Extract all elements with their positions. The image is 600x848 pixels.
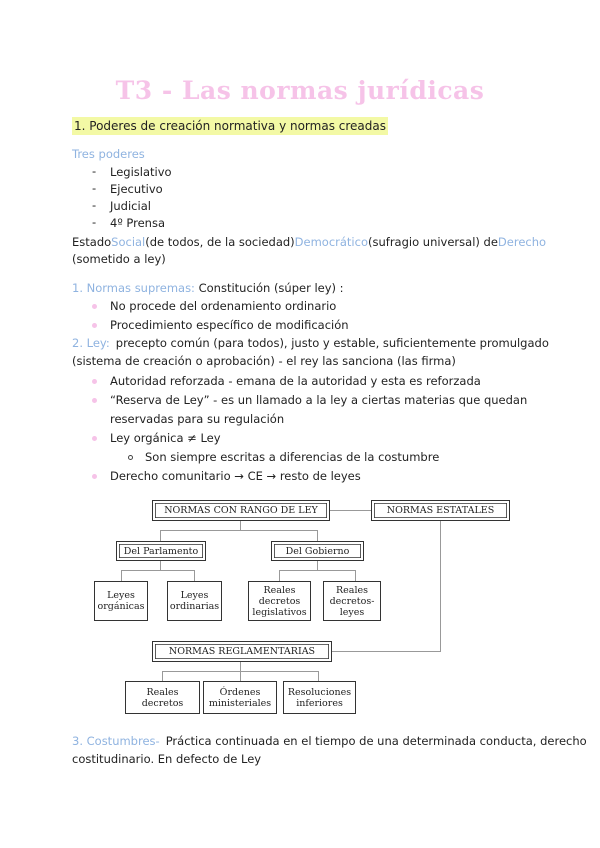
ley-line-2: (sistema de creación o aprobación) - el rey las sanciona (las firma)	[72, 354, 456, 368]
box-gobierno: Del Gobierno	[271, 541, 364, 561]
page-title: T3 - Las normas jurídicas	[115, 76, 485, 105]
connector-line	[194, 570, 195, 581]
connector-line	[240, 671, 241, 681]
connector-line	[279, 570, 355, 571]
connector-line	[160, 530, 161, 541]
costumbres-line-2: costitudinario. En defecto de Ley	[72, 752, 262, 766]
list-item: Procedimiento específico de modificación	[110, 318, 349, 332]
box-normas-reglamentarias: NORMAS REGLAMENTARIAS	[152, 641, 332, 662]
list-item: Ley orgánica ≠ Ley	[110, 431, 221, 445]
box-leyes-organicas: Leyes orgánicas	[94, 581, 148, 621]
connector-line	[330, 510, 372, 511]
list-item: Judicial	[110, 199, 151, 213]
dash-icon: -	[92, 198, 97, 212]
box-rd-leyes: Reales decretos-leyes	[323, 581, 381, 621]
dash-icon: -	[92, 215, 97, 229]
connector-line	[121, 570, 194, 571]
normas-supremas: 1. Normas supremas: Constitución (súper ley) :	[72, 281, 344, 295]
bullet-icon	[92, 436, 97, 441]
list-item: Autoridad reforzada - emana de la autoridad y esta es reforzada	[110, 374, 481, 388]
dash-icon: -	[92, 181, 97, 195]
box-normas-rango-ley: NORMAS CON RANGO DE LEY	[152, 500, 330, 521]
box-reales-decretos: Reales decretos	[125, 681, 200, 714]
connector-line	[355, 570, 356, 581]
list-item: Ejecutivo	[110, 182, 163, 196]
circle-bullet-icon	[128, 455, 133, 460]
connector-line	[160, 560, 161, 570]
estado-paragraph: Estado Social (de todos, de la sociedad) Democrático (sufragio universal) de Derecho	[72, 235, 547, 249]
connector-line	[160, 530, 318, 531]
connector-line	[318, 671, 319, 681]
sub-list-item: Son siempre escritas a diferencias de la costumbre	[145, 450, 440, 464]
list-item-continuation: reservadas para su regulación	[110, 412, 285, 426]
connector-line	[279, 570, 280, 581]
bullet-icon	[92, 398, 97, 403]
connector-line	[440, 521, 441, 651]
box-normas-estatales: NORMAS ESTATALES	[371, 500, 510, 521]
bullet-icon	[92, 323, 97, 328]
box-ordenes-ministeriales: Órdenes ministeriales	[203, 681, 277, 714]
connector-line	[317, 530, 318, 541]
estado-line-2: (sometido a ley)	[72, 252, 166, 266]
box-parlamento: Del Parlamento	[116, 541, 206, 561]
list-item: 4º Prensa	[110, 216, 166, 230]
connector-line	[317, 560, 318, 570]
costumbres-line-1: 3. Costumbres- Práctica continuada en el tiempo de una determinada conducta, derecho	[72, 734, 587, 748]
ley-line-1: 2. Ley: precepto común (para todos), justo y estable, suficientemente promulgado	[72, 336, 549, 350]
box-resoluciones-inferiores: Resoluciones inferiores	[283, 681, 356, 714]
connector-line	[240, 662, 241, 671]
box-leyes-ordinarias: Leyes ordinarias	[167, 581, 222, 621]
list-item: Legislativo	[110, 165, 172, 179]
list-item: “Reserva de Ley” - es un llamado a la ley a ciertas materias que quedan	[110, 393, 528, 407]
bullet-icon	[92, 474, 97, 479]
connector-line	[121, 570, 122, 581]
list-item: Derecho comunitario → CE → resto de leyes	[110, 469, 361, 483]
bullet-icon	[92, 379, 97, 384]
connector-line	[332, 651, 441, 652]
section-heading: 1. Poderes de creación normativa y normas creadas	[74, 119, 386, 133]
box-rd-legislativos: Reales decretos legislativos	[248, 581, 311, 621]
connector-line	[240, 520, 241, 530]
connector-line	[162, 671, 163, 681]
tres-poderes-heading: Tres poderes	[72, 147, 145, 161]
bullet-icon	[92, 304, 97, 309]
list-item: No procede del ordenamiento ordinario	[110, 299, 337, 313]
dash-icon: -	[92, 164, 97, 178]
